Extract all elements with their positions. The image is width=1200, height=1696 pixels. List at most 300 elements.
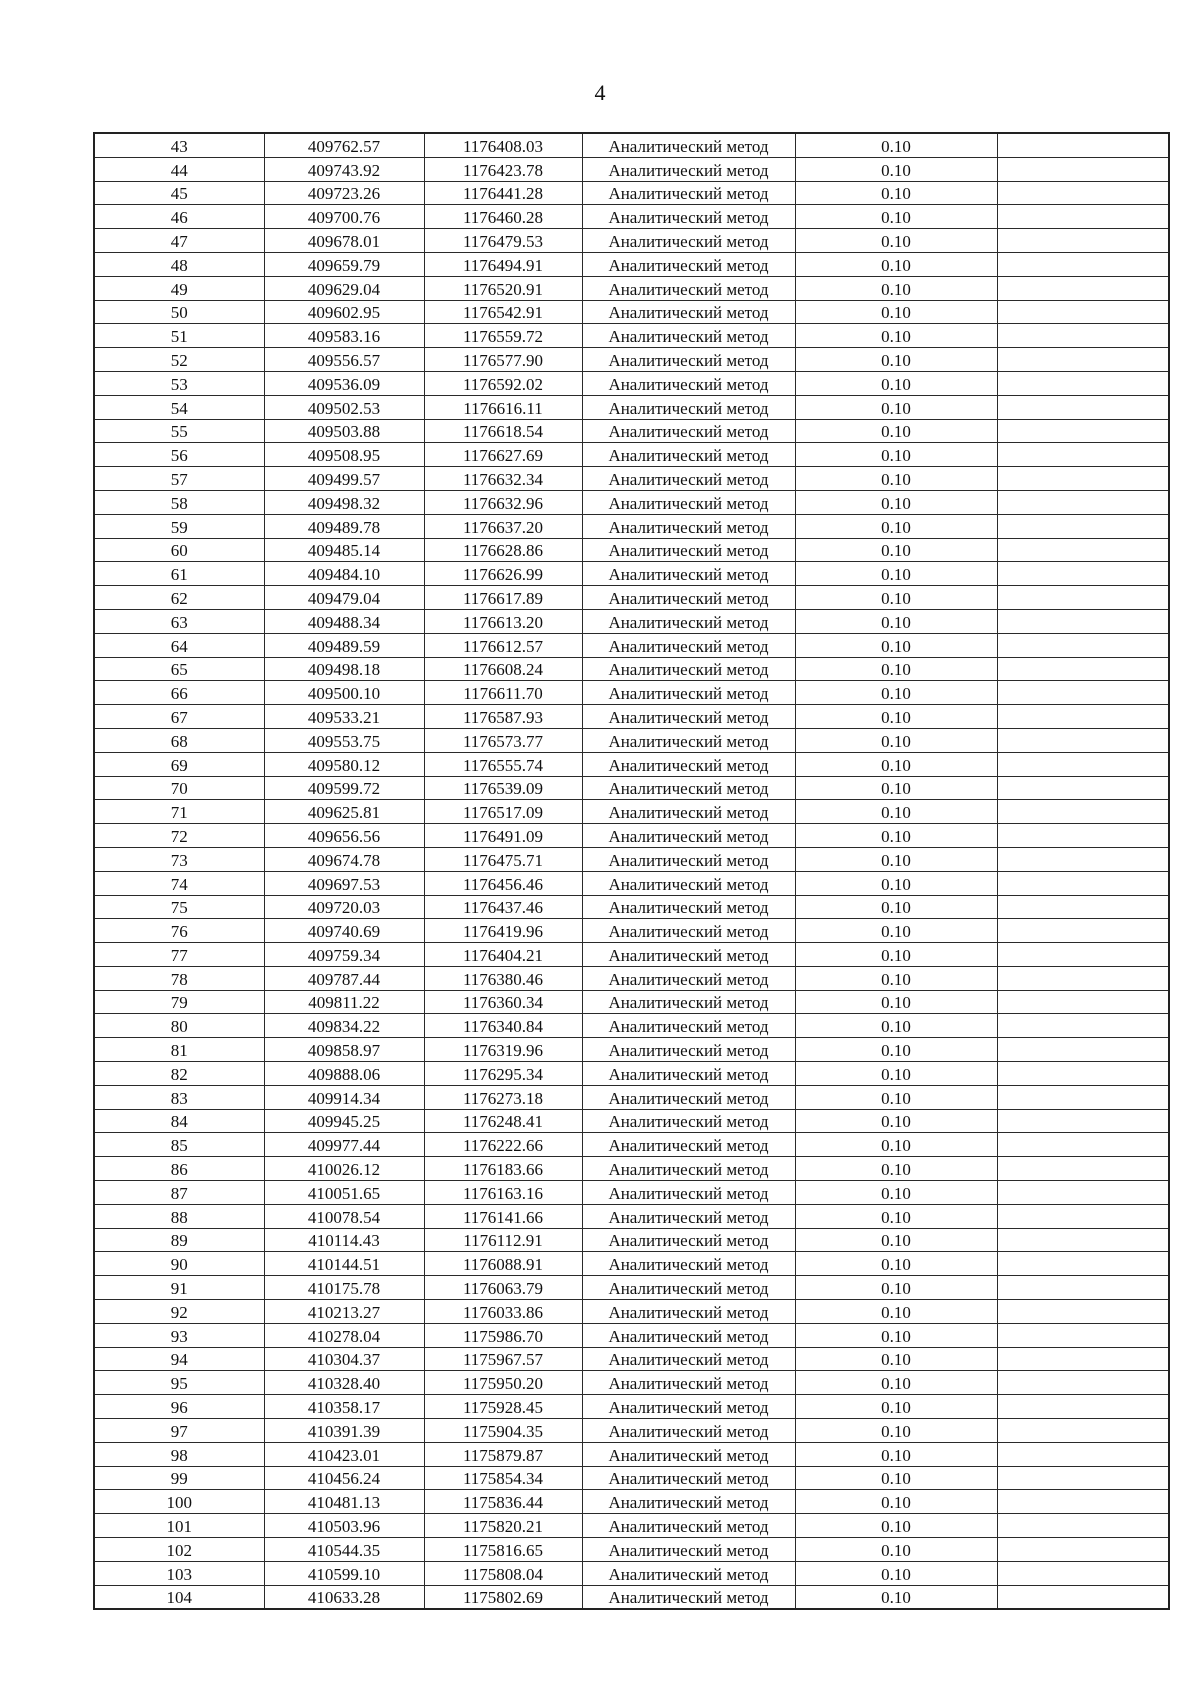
x-coordinate-cell: 409602.95 (264, 300, 424, 324)
point-number-cell: 64 (94, 633, 264, 657)
y-coordinate-cell: 1176632.96 (424, 490, 582, 514)
accuracy-cell: 0.10 (795, 1419, 997, 1443)
dash-cell (997, 847, 1169, 871)
point-number-cell: 54 (94, 395, 264, 419)
method-cell: Аналитический метод (582, 824, 795, 848)
point-number-cell: 53 (94, 371, 264, 395)
x-coordinate-cell: 410328.40 (264, 1371, 424, 1395)
y-coordinate-cell: 1176063.79 (424, 1276, 582, 1300)
x-coordinate-cell: 409625.81 (264, 800, 424, 824)
dash-cell (997, 1419, 1169, 1443)
y-coordinate-cell: 1176360.34 (424, 990, 582, 1014)
y-coordinate-cell: 1176577.90 (424, 348, 582, 372)
x-coordinate-cell: 409762.57 (264, 133, 424, 157)
accuracy-cell: 0.10 (795, 1490, 997, 1514)
method-cell: Аналитический метод (582, 1419, 795, 1443)
accuracy-cell: 0.10 (795, 1538, 997, 1562)
method-cell: Аналитический метод (582, 1109, 795, 1133)
page-number: 4 (594, 80, 606, 105)
method-cell: Аналитический метод (582, 1276, 795, 1300)
table-row (94, 538, 1169, 562)
point-number-cell: 101 (94, 1514, 264, 1538)
point-number-cell: 74 (94, 871, 264, 895)
table-row (94, 467, 1169, 491)
point-number-cell: 100 (94, 1490, 264, 1514)
dash-cell (997, 490, 1169, 514)
method-cell: Аналитический метод (582, 919, 795, 943)
table-row (94, 1466, 1169, 1490)
y-coordinate-cell: 1176627.69 (424, 443, 582, 467)
y-coordinate-cell: 1176626.99 (424, 562, 582, 586)
dash-cell (997, 1276, 1169, 1300)
y-coordinate-cell: 1176475.71 (424, 847, 582, 871)
accuracy-cell: 0.10 (795, 1157, 997, 1181)
dash-cell (997, 681, 1169, 705)
method-cell: Аналитический метод (582, 252, 795, 276)
x-coordinate-cell: 409499.57 (264, 467, 424, 491)
point-number-cell: 87 (94, 1181, 264, 1205)
method-cell: Аналитический метод (582, 157, 795, 181)
point-number-cell: 55 (94, 419, 264, 443)
y-coordinate-cell: 1175836.44 (424, 1490, 582, 1514)
accuracy-cell: 0.10 (795, 1300, 997, 1324)
dash-cell (997, 1038, 1169, 1062)
table-row (94, 562, 1169, 586)
method-cell: Аналитический метод (582, 324, 795, 348)
method-cell: Аналитический метод (582, 1466, 795, 1490)
x-coordinate-cell: 410456.24 (264, 1466, 424, 1490)
point-number-cell: 84 (94, 1109, 264, 1133)
dash-cell (997, 1466, 1169, 1490)
method-cell: Аналитический метод (582, 705, 795, 729)
table-row (94, 1538, 1169, 1562)
method-cell: Аналитический метод (582, 1300, 795, 1324)
method-cell: Аналитический метод (582, 443, 795, 467)
accuracy-cell: 0.10 (795, 395, 997, 419)
x-coordinate-cell: 409914.34 (264, 1085, 424, 1109)
table-row (94, 728, 1169, 752)
x-coordinate-cell: 410051.65 (264, 1181, 424, 1205)
y-coordinate-cell: 1176441.28 (424, 181, 582, 205)
accuracy-cell: 0.10 (795, 657, 997, 681)
x-coordinate-cell: 409834.22 (264, 1014, 424, 1038)
method-cell: Аналитический метод (582, 229, 795, 253)
method-cell: Аналитический метод (582, 1538, 795, 1562)
table-row (94, 1490, 1169, 1514)
point-number-cell: 58 (94, 490, 264, 514)
point-number-cell: 49 (94, 276, 264, 300)
point-number-cell: 103 (94, 1561, 264, 1585)
x-coordinate-cell: 409484.10 (264, 562, 424, 586)
table-row (94, 1157, 1169, 1181)
dash-cell (997, 133, 1169, 157)
x-coordinate-cell: 410503.96 (264, 1514, 424, 1538)
x-coordinate-cell: 409536.09 (264, 371, 424, 395)
method-cell: Аналитический метод (582, 586, 795, 610)
y-coordinate-cell: 1176163.16 (424, 1181, 582, 1205)
y-coordinate-cell: 1176618.54 (424, 419, 582, 443)
table-row (94, 1347, 1169, 1371)
table-row (94, 1323, 1169, 1347)
point-number-cell: 63 (94, 609, 264, 633)
point-number-cell: 102 (94, 1538, 264, 1562)
dash-cell (997, 990, 1169, 1014)
y-coordinate-cell: 1175904.35 (424, 1419, 582, 1443)
accuracy-cell: 0.10 (795, 752, 997, 776)
point-number-cell: 77 (94, 943, 264, 967)
table-row (94, 800, 1169, 824)
y-coordinate-cell: 1176088.91 (424, 1252, 582, 1276)
accuracy-cell: 0.10 (795, 443, 997, 467)
table-row (94, 514, 1169, 538)
point-number-cell: 96 (94, 1395, 264, 1419)
point-number-cell: 76 (94, 919, 264, 943)
method-cell: Аналитический метод (582, 300, 795, 324)
table-row (94, 681, 1169, 705)
accuracy-cell: 0.10 (795, 1038, 997, 1062)
point-number-cell: 51 (94, 324, 264, 348)
dash-cell (997, 800, 1169, 824)
table-row (94, 1181, 1169, 1205)
y-coordinate-cell: 1176587.93 (424, 705, 582, 729)
accuracy-cell: 0.10 (795, 1347, 997, 1371)
point-number-cell: 78 (94, 966, 264, 990)
x-coordinate-cell: 409502.53 (264, 395, 424, 419)
accuracy-cell: 0.10 (795, 1204, 997, 1228)
x-coordinate-cell: 409759.34 (264, 943, 424, 967)
table-row (94, 1228, 1169, 1252)
x-coordinate-cell: 409723.26 (264, 181, 424, 205)
method-cell: Аналитический метод (582, 1204, 795, 1228)
accuracy-cell: 0.10 (795, 229, 997, 253)
dash-cell (997, 157, 1169, 181)
method-cell: Аналитический метод (582, 1323, 795, 1347)
point-number-cell: 91 (94, 1276, 264, 1300)
x-coordinate-cell: 409740.69 (264, 919, 424, 943)
accuracy-cell: 0.10 (795, 1133, 997, 1157)
table-row (94, 1133, 1169, 1157)
x-coordinate-cell: 410481.13 (264, 1490, 424, 1514)
dash-cell (997, 467, 1169, 491)
y-coordinate-cell: 1176592.02 (424, 371, 582, 395)
y-coordinate-cell: 1176404.21 (424, 943, 582, 967)
y-coordinate-cell: 1175820.21 (424, 1514, 582, 1538)
y-coordinate-cell: 1176559.72 (424, 324, 582, 348)
dash-cell (997, 1204, 1169, 1228)
point-number-cell: 83 (94, 1085, 264, 1109)
coordinates-table (93, 132, 1170, 1610)
method-cell: Аналитический метод (582, 205, 795, 229)
table-row (94, 824, 1169, 848)
x-coordinate-cell: 409858.97 (264, 1038, 424, 1062)
x-coordinate-cell: 409508.95 (264, 443, 424, 467)
accuracy-cell: 0.10 (795, 562, 997, 586)
method-cell: Аналитический метод (582, 1514, 795, 1538)
dash-cell (997, 538, 1169, 562)
y-coordinate-cell: 1176539.09 (424, 776, 582, 800)
y-coordinate-cell: 1176573.77 (424, 728, 582, 752)
accuracy-cell: 0.10 (795, 1085, 997, 1109)
accuracy-cell: 0.10 (795, 1323, 997, 1347)
point-number-cell: 60 (94, 538, 264, 562)
table-row (94, 633, 1169, 657)
accuracy-cell: 0.10 (795, 1109, 997, 1133)
accuracy-cell: 0.10 (795, 871, 997, 895)
dash-cell (997, 609, 1169, 633)
dash-cell (997, 1561, 1169, 1585)
x-coordinate-cell: 409489.78 (264, 514, 424, 538)
point-number-cell: 94 (94, 1347, 264, 1371)
dash-cell (997, 1133, 1169, 1157)
x-coordinate-cell: 409488.34 (264, 609, 424, 633)
point-number-cell: 73 (94, 847, 264, 871)
dash-cell (997, 943, 1169, 967)
point-number-cell: 97 (94, 1419, 264, 1443)
accuracy-cell: 0.10 (795, 157, 997, 181)
point-number-cell: 69 (94, 752, 264, 776)
point-number-cell: 59 (94, 514, 264, 538)
method-cell: Аналитический метод (582, 514, 795, 538)
accuracy-cell: 0.10 (795, 133, 997, 157)
dash-cell (997, 1585, 1169, 1609)
point-number-cell: 95 (94, 1371, 264, 1395)
accuracy-cell: 0.10 (795, 586, 997, 610)
method-cell: Аналитический метод (582, 609, 795, 633)
table-row (94, 657, 1169, 681)
table-row (94, 205, 1169, 229)
method-cell: Аналитический метод (582, 1038, 795, 1062)
method-cell: Аналитический метод (582, 895, 795, 919)
point-number-cell: 99 (94, 1466, 264, 1490)
y-coordinate-cell: 1176295.34 (424, 1062, 582, 1086)
accuracy-cell: 0.10 (795, 538, 997, 562)
x-coordinate-cell: 409700.76 (264, 205, 424, 229)
table-row (94, 181, 1169, 205)
x-coordinate-cell: 409556.57 (264, 348, 424, 372)
method-cell: Аналитический метод (582, 1085, 795, 1109)
point-number-cell: 62 (94, 586, 264, 610)
x-coordinate-cell: 410599.10 (264, 1561, 424, 1585)
table-row (94, 705, 1169, 729)
y-coordinate-cell: 1175967.57 (424, 1347, 582, 1371)
accuracy-cell: 0.10 (795, 824, 997, 848)
method-cell: Аналитический метод (582, 395, 795, 419)
method-cell: Аналитический метод (582, 1252, 795, 1276)
y-coordinate-cell: 1176340.84 (424, 1014, 582, 1038)
y-coordinate-cell: 1176437.46 (424, 895, 582, 919)
point-number-cell: 52 (94, 348, 264, 372)
x-coordinate-cell: 409977.44 (264, 1133, 424, 1157)
table-row (94, 966, 1169, 990)
point-number-cell: 93 (94, 1323, 264, 1347)
method-cell: Аналитический метод (582, 276, 795, 300)
x-coordinate-cell: 410544.35 (264, 1538, 424, 1562)
x-coordinate-cell: 409498.18 (264, 657, 424, 681)
table-row (94, 348, 1169, 372)
method-cell: Аналитический метод (582, 1490, 795, 1514)
dash-cell (997, 419, 1169, 443)
point-number-cell: 80 (94, 1014, 264, 1038)
table-row (94, 609, 1169, 633)
point-number-cell: 82 (94, 1062, 264, 1086)
y-coordinate-cell: 1176491.09 (424, 824, 582, 848)
accuracy-cell: 0.10 (795, 919, 997, 943)
dash-cell (997, 705, 1169, 729)
accuracy-cell: 0.10 (795, 348, 997, 372)
dash-cell (997, 752, 1169, 776)
table-row (94, 1561, 1169, 1585)
dash-cell (997, 1300, 1169, 1324)
x-coordinate-cell: 409489.59 (264, 633, 424, 657)
point-number-cell: 79 (94, 990, 264, 1014)
point-number-cell: 81 (94, 1038, 264, 1062)
y-coordinate-cell: 1176542.91 (424, 300, 582, 324)
accuracy-cell: 0.10 (795, 419, 997, 443)
point-number-cell: 92 (94, 1300, 264, 1324)
dash-cell (997, 871, 1169, 895)
method-cell: Аналитический метод (582, 871, 795, 895)
method-cell: Аналитический метод (582, 847, 795, 871)
x-coordinate-cell: 410114.43 (264, 1228, 424, 1252)
accuracy-cell: 0.10 (795, 1514, 997, 1538)
accuracy-cell: 0.10 (795, 1585, 997, 1609)
point-number-cell: 89 (94, 1228, 264, 1252)
method-cell: Аналитический метод (582, 943, 795, 967)
dash-cell (997, 1157, 1169, 1181)
point-number-cell: 104 (94, 1585, 264, 1609)
x-coordinate-cell: 410213.27 (264, 1300, 424, 1324)
point-number-cell: 86 (94, 1157, 264, 1181)
x-coordinate-cell: 410278.04 (264, 1323, 424, 1347)
accuracy-cell: 0.10 (795, 681, 997, 705)
accuracy-cell: 0.10 (795, 800, 997, 824)
table-row (94, 133, 1169, 157)
y-coordinate-cell: 1175928.45 (424, 1395, 582, 1419)
method-cell: Аналитический метод (582, 1228, 795, 1252)
method-cell: Аналитический метод (582, 657, 795, 681)
table-row (94, 586, 1169, 610)
accuracy-cell: 0.10 (795, 1395, 997, 1419)
method-cell: Аналитический метод (582, 800, 795, 824)
dash-cell (997, 348, 1169, 372)
table-row (94, 919, 1169, 943)
dash-cell (997, 776, 1169, 800)
accuracy-cell: 0.10 (795, 467, 997, 491)
method-cell: Аналитический метод (582, 1347, 795, 1371)
y-coordinate-cell: 1176494.91 (424, 252, 582, 276)
table-row (94, 847, 1169, 871)
method-cell: Аналитический метод (582, 752, 795, 776)
table-row (94, 1109, 1169, 1133)
x-coordinate-cell: 409479.04 (264, 586, 424, 610)
y-coordinate-cell: 1176319.96 (424, 1038, 582, 1062)
table-row (94, 229, 1169, 253)
method-cell: Аналитический метод (582, 1014, 795, 1038)
accuracy-cell: 0.10 (795, 514, 997, 538)
accuracy-cell: 0.10 (795, 205, 997, 229)
dash-cell (997, 324, 1169, 348)
point-number-cell: 50 (94, 300, 264, 324)
point-number-cell: 44 (94, 157, 264, 181)
table-row (94, 419, 1169, 443)
x-coordinate-cell: 410633.28 (264, 1585, 424, 1609)
y-coordinate-cell: 1176517.09 (424, 800, 582, 824)
x-coordinate-cell: 410358.17 (264, 1395, 424, 1419)
y-coordinate-cell: 1176637.20 (424, 514, 582, 538)
x-coordinate-cell: 409498.32 (264, 490, 424, 514)
x-coordinate-cell: 409553.75 (264, 728, 424, 752)
accuracy-cell: 0.10 (795, 324, 997, 348)
dash-cell (997, 1442, 1169, 1466)
method-cell: Аналитический метод (582, 467, 795, 491)
dash-cell (997, 633, 1169, 657)
x-coordinate-cell: 409503.88 (264, 419, 424, 443)
accuracy-cell: 0.10 (795, 181, 997, 205)
y-coordinate-cell: 1176628.86 (424, 538, 582, 562)
method-cell: Аналитический метод (582, 538, 795, 562)
table-row (94, 1419, 1169, 1443)
x-coordinate-cell: 409787.44 (264, 966, 424, 990)
table-row (94, 1085, 1169, 1109)
x-coordinate-cell: 409580.12 (264, 752, 424, 776)
method-cell: Аналитический метод (582, 1561, 795, 1585)
y-coordinate-cell: 1176033.86 (424, 1300, 582, 1324)
y-coordinate-cell: 1176273.18 (424, 1085, 582, 1109)
method-cell: Аналитический метод (582, 1395, 795, 1419)
table-row (94, 276, 1169, 300)
point-number-cell: 56 (94, 443, 264, 467)
dash-cell (997, 586, 1169, 610)
accuracy-cell: 0.10 (795, 1442, 997, 1466)
accuracy-cell: 0.10 (795, 1276, 997, 1300)
x-coordinate-cell: 409500.10 (264, 681, 424, 705)
x-coordinate-cell: 409678.01 (264, 229, 424, 253)
x-coordinate-cell: 410144.51 (264, 1252, 424, 1276)
method-cell: Аналитический метод (582, 1062, 795, 1086)
method-cell: Аналитический метод (582, 681, 795, 705)
dash-cell (997, 919, 1169, 943)
y-coordinate-cell: 1175816.65 (424, 1538, 582, 1562)
method-cell: Аналитический метод (582, 1371, 795, 1395)
table-row (94, 1395, 1169, 1419)
point-number-cell: 45 (94, 181, 264, 205)
table-row (94, 1276, 1169, 1300)
method-cell: Аналитический метод (582, 1133, 795, 1157)
dash-cell (997, 1014, 1169, 1038)
point-number-cell: 75 (94, 895, 264, 919)
point-number-cell: 65 (94, 657, 264, 681)
accuracy-cell: 0.10 (795, 990, 997, 1014)
coordinates-table-body (94, 133, 1169, 1609)
accuracy-cell: 0.10 (795, 1371, 997, 1395)
y-coordinate-cell: 1176141.66 (424, 1204, 582, 1228)
table-row (94, 990, 1169, 1014)
method-cell: Аналитический метод (582, 1181, 795, 1205)
dash-cell (997, 895, 1169, 919)
method-cell: Аналитический метод (582, 1157, 795, 1181)
accuracy-cell: 0.10 (795, 943, 997, 967)
x-coordinate-cell: 410423.01 (264, 1442, 424, 1466)
x-coordinate-cell: 409659.79 (264, 252, 424, 276)
y-coordinate-cell: 1176248.41 (424, 1109, 582, 1133)
dash-cell (997, 1323, 1169, 1347)
method-cell: Аналитический метод (582, 633, 795, 657)
y-coordinate-cell: 1176456.46 (424, 871, 582, 895)
point-number-cell: 90 (94, 1252, 264, 1276)
x-coordinate-cell: 409743.92 (264, 157, 424, 181)
point-number-cell: 68 (94, 728, 264, 752)
x-coordinate-cell: 409945.25 (264, 1109, 424, 1133)
